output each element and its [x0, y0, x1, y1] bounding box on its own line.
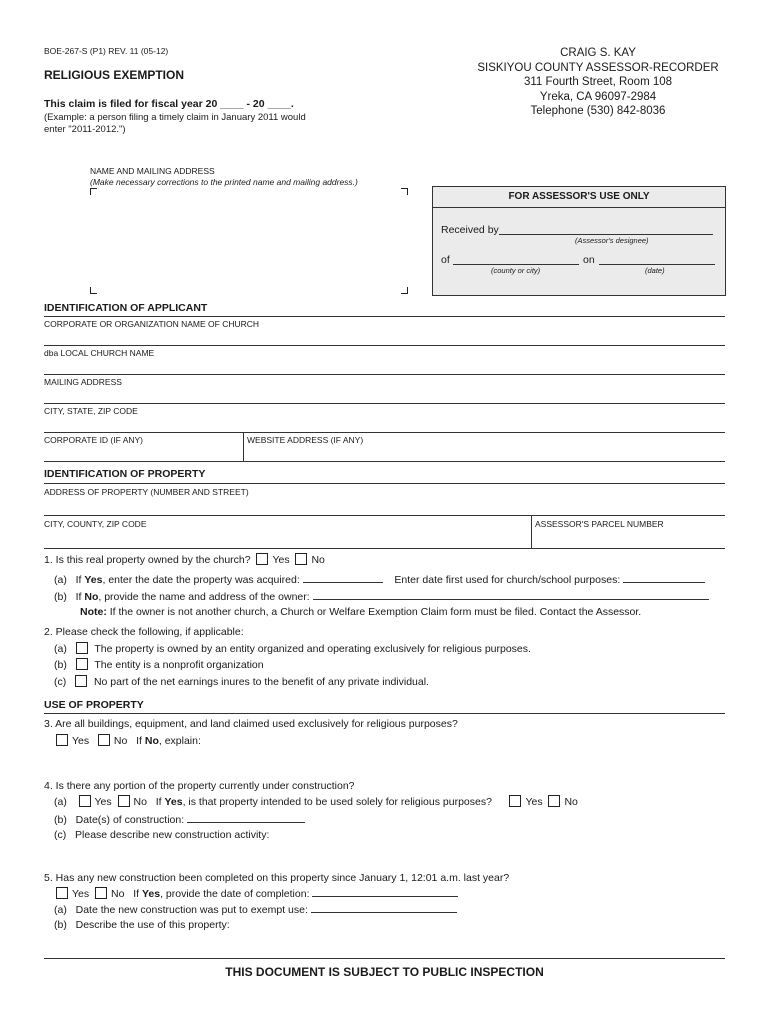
example-line-1: (Example: a person filing a timely claim in January 2011 would — [44, 112, 306, 123]
q5-yes-label: Yes — [72, 888, 90, 900]
completion-date-field[interactable] — [312, 886, 458, 897]
q1a-label: (a) — [54, 574, 67, 586]
q1-no-checkbox[interactable] — [295, 553, 307, 565]
q1-note-label: Note: — [80, 606, 107, 618]
mailing-address-area[interactable] — [90, 188, 408, 294]
q4a-yes-checkbox[interactable] — [509, 795, 521, 807]
q5a-text: Date the new construction was put to exempt use: — [75, 904, 308, 916]
q5b-row — [54, 919, 230, 931]
assessor-name: CRAIG S. KAY — [560, 47, 636, 59]
dba-field[interactable] — [44, 374, 725, 375]
q4a-row — [54, 795, 578, 808]
q1a-if: If — [75, 574, 85, 586]
q4-no-label: No — [133, 796, 147, 808]
city-state-zip-field[interactable] — [44, 432, 725, 433]
fiscal-year-line[interactable]: This claim is filed for fiscal year 20 ____ - 20 ____. — [44, 98, 294, 110]
q1b-no: No — [84, 591, 99, 603]
q4b-text: Date(s) of construction: — [75, 814, 185, 826]
q4c-row — [54, 829, 269, 841]
q1a-row — [54, 572, 705, 586]
construction-dates-field[interactable] — [187, 812, 305, 823]
q5-yes-checkbox[interactable] — [56, 887, 68, 899]
q2a-label: (a) — [54, 643, 67, 655]
q3-explain: , explain: — [158, 735, 201, 747]
assessor-office: SISKIYOU COUNTY ASSESSOR-RECORDER — [477, 61, 719, 74]
public-inspection-notice: THIS DOCUMENT IS SUBJECT TO PUBLIC INSPECTION — [225, 965, 544, 979]
q2c-checkbox[interactable] — [75, 675, 87, 687]
form-title: RELIGIOUS EXEMPTION — [44, 68, 185, 82]
q4-no-checkbox[interactable] — [118, 795, 130, 807]
q1b-if: If — [75, 591, 85, 603]
property-address-label: ADDRESS OF PROPERTY (NUMBER AND STREET) — [44, 487, 249, 497]
assessor-city: Yreka, CA 96097-2984 — [539, 90, 657, 103]
date-first-used-field[interactable] — [623, 572, 705, 583]
website-label: WEBSITE ADDRESS (IF ANY) — [247, 435, 364, 445]
q2-text: 2. Please check the following, if applicable: — [44, 626, 244, 638]
q3-text: 3. Are all buildings, equipment, and land claimed used exclusively for religious purposes? — [44, 718, 458, 730]
q4b-label: (b) — [54, 814, 67, 826]
q1-text: 1. Is this real property owned by the church? — [44, 554, 251, 566]
q4a-label: (a) — [54, 796, 67, 808]
q4a-if: If — [155, 796, 165, 808]
city-county-parcel-field[interactable] — [44, 548, 725, 549]
county-line[interactable] — [453, 264, 579, 265]
q1b-row — [54, 589, 709, 603]
county-caption: (county or city) — [491, 266, 541, 275]
corp-name-field[interactable] — [44, 345, 725, 346]
owner-name-address-field[interactable] — [313, 589, 709, 600]
dba-label: dba LOCAL CHURCH NAME — [44, 348, 155, 358]
q2a-row — [54, 642, 531, 655]
form-id: BOE-267-S (P1) REV. 11 (05-12) — [44, 46, 169, 56]
q1a-yes: Yes — [84, 574, 103, 586]
q1-yes-label: Yes — [272, 554, 290, 566]
q5-if: If — [133, 888, 142, 900]
q1b-text: , provide the name and address of the owner: — [98, 591, 310, 603]
q4a-yes-label: Yes — [525, 796, 543, 808]
q5-no-checkbox[interactable] — [95, 887, 107, 899]
q5-options-row — [56, 886, 458, 900]
q1-no-label: No — [311, 554, 325, 566]
q1a-text: , enter the date the property was acquired: — [102, 574, 300, 586]
q4b-row — [54, 812, 305, 826]
q2c-text: No part of the net earnings inures to the benefit of any private individual. — [93, 676, 429, 688]
q4a-if-yes: Yes — [164, 796, 183, 808]
corporate-id-label: CORPORATE ID (IF ANY) — [44, 435, 144, 445]
q2b-text: The entity is a nonprofit organization — [94, 659, 264, 671]
mailing-address-label: MAILING ADDRESS — [44, 377, 122, 387]
exempt-use-date-field[interactable] — [311, 902, 457, 913]
q4c-label: (c) — [54, 829, 67, 841]
q2c-row — [54, 675, 429, 688]
q5a-row — [54, 902, 457, 916]
q4-text: 4. Is there any portion of the property currently under construction? — [44, 780, 355, 792]
city-state-zip-label: CITY, STATE, ZIP CODE — [44, 406, 138, 416]
q1-yes-checkbox[interactable] — [256, 553, 268, 565]
q5b-label: (b) — [54, 919, 67, 931]
property-address-field[interactable] — [44, 515, 725, 516]
corporate-id-website-field[interactable] — [44, 461, 725, 462]
assessor-street: 311 Fourth Street, Room 108 — [523, 76, 673, 88]
q3-no-checkbox[interactable] — [98, 734, 110, 746]
designee-caption: (Assessor's designee) — [575, 236, 649, 245]
assessor-phone: Telephone (530) 842-8036 — [530, 105, 666, 117]
q3-if: If — [136, 735, 145, 747]
applicant-heading: IDENTIFICATION OF APPLICANT — [44, 302, 208, 314]
corner-mark-bottom-left — [90, 287, 97, 294]
q5b-text: Describe the use of this property: — [75, 919, 230, 931]
q3-yes-checkbox[interactable] — [56, 734, 68, 746]
date-acquired-field[interactable] — [303, 572, 383, 583]
corner-mark-top-right — [401, 188, 408, 195]
q5-text: 5. Has any new construction been completed on this property since January 1, 12:01 a.m. last year? — [44, 872, 510, 884]
property-heading: IDENTIFICATION OF PROPERTY — [44, 468, 206, 480]
on-label: on — [583, 254, 595, 266]
q3-options-row — [56, 734, 201, 747]
assessor-box-title: FOR ASSESSOR'S USE ONLY — [508, 191, 650, 202]
q4a-no-checkbox[interactable] — [548, 795, 560, 807]
mailing-note: (Make necessary corrections to the printed name and mailing address.) — [90, 177, 358, 187]
q4c-text: Please describe new construction activity: — [75, 829, 270, 841]
q2a-text: The property is owned by an entity organized and operating exclusively for religious purposes. — [94, 643, 531, 655]
q5-completion: , provide the date of completion: — [160, 888, 310, 900]
use-heading: USE OF PROPERTY — [44, 699, 144, 711]
q2a-checkbox[interactable] — [76, 642, 88, 654]
received-by-label: Received by — [441, 224, 499, 236]
q1-row — [44, 553, 325, 566]
q1-note-row — [80, 606, 641, 618]
q5-no-label: No — [110, 888, 125, 900]
city-county-zip-label: CITY, COUNTY, ZIP CODE — [44, 519, 147, 529]
q1a-text2: Enter date first used for church/school purposes: — [394, 574, 621, 586]
q3-if-no: No — [144, 735, 159, 747]
q4-yes-checkbox[interactable] — [79, 795, 91, 807]
assessor-address-block — [458, 46, 738, 119]
corner-mark-bottom-right — [401, 287, 408, 294]
q1b-label: (b) — [54, 591, 67, 603]
corner-mark-top-left — [90, 188, 97, 195]
q2b-row — [54, 658, 264, 671]
date-line[interactable] — [599, 264, 715, 265]
q5-if-yes: Yes — [141, 888, 161, 900]
example-line-2: enter "2011-2012.") — [44, 124, 126, 135]
q2b-checkbox[interactable] — [76, 658, 88, 670]
corp-name-label: CORPORATE OR ORGANIZATION NAME OF CHURCH — [44, 319, 260, 329]
q4a-text: , is that property intended to be used solely for religious purposes? — [182, 796, 492, 808]
q1-note-text: If the owner is not another church, a Church or Welfare Exemption Claim form must be filed. Contact the Assessor. — [106, 606, 642, 618]
q4a-no-label: No — [564, 796, 578, 808]
assessor-use-box — [432, 186, 726, 296]
q3-no-label: No — [113, 735, 128, 747]
of-label: of — [441, 254, 450, 266]
q3-yes-label: Yes — [72, 735, 90, 747]
mailing-label: NAME AND MAILING ADDRESS — [90, 166, 215, 176]
mailing-address-field[interactable] — [44, 403, 725, 404]
date-caption: (date) — [645, 266, 665, 275]
q4-yes-label: Yes — [94, 796, 112, 808]
q2b-label: (b) — [54, 659, 67, 671]
parcel-number-label: ASSESSOR'S PARCEL NUMBER — [535, 519, 664, 529]
q2c-label: (c) — [54, 676, 67, 688]
q5a-label: (a) — [54, 904, 67, 916]
received-by-line[interactable] — [499, 234, 713, 235]
